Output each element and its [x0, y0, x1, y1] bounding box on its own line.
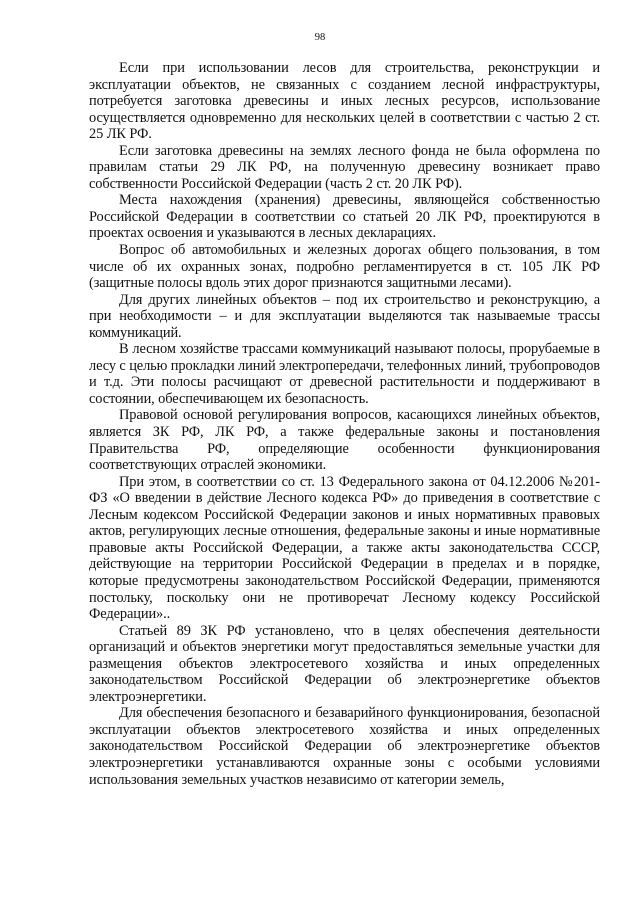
paragraph: Статьей 89 ЗК РФ установлено, что в целях обеспечения деятельности организаций и объектов энергетики могут предоставляться земельные участки для размещения объектов электросетевого хозяйства и иных определенных законодательством Российской Федерации об электроэнергетике объектов электроэнергетики.	[89, 622, 600, 705]
body-text	[89, 60, 600, 788]
paragraph: Места нахождения (хранения) древесины, являющейся собственностью Российской Федерации в соответствии со статьей 20 ЛК РФ, проектируются в проектах освоения и указываются в лесных декларациях.	[89, 192, 600, 242]
paragraph: Вопрос об автомобильных и железных дорогах общего пользования, в том числе об их охранных зонах, подробно регламентируется в ст. 105 ЛК РФ (защитные полосы вдоль этих дорог признаются защитными лесами).	[89, 242, 600, 292]
paragraph: Для других линейных объектов – под их строительство и реконструкцию, а при необходимости – и для эксплуатации выделяются так называемые трассы коммуникаций.	[89, 291, 600, 341]
paragraph: Для обеспечения безопасного и безаварийного функционирования, безопасной эксплуатации объектов электросетевого хозяйства и иных определенных законодательством Российской Федерации об электроэнергетике объектов электроэнергетики устанавливаются охранные зоны с особыми условиями использования земельных участков независимо от категории земель,	[89, 705, 600, 788]
paragraph: При этом, в соответствии со ст. 13 Федерального закона от 04.12.2006 №201-ФЗ «О введении в действие Лесного кодекса РФ» до приведения в соответствие с Лесным кодексом Российской Федерации законов и иных нормативных правовых актов, регулирующих лесные отношения, федеральные законы и иные нормативные правовые акты Российской Федерации, а также акты законодательства СССР, действующие на территории Российской Федерации в пределах и в порядке, которые предусмотрены законодательством Российской Федерации, применяются постольку, поскольку они не противоречат Лесному кодексу Российской Федерации»..	[89, 473, 600, 623]
paragraph: Если заготовка древесины на землях лесного фонда не была оформлена по правилам статьи 29 ЛК РФ, на полученную древесину возникает право собственности Российской Федерации (часть 2 ст. 20 ЛК РФ).	[89, 142, 600, 192]
paragraph: В лесном хозяйстве трассами коммуникаций называют полосы, прорубаемые в лесу с целью прокладки линий электропередачи, телефонных линий, трубопроводов и т.д. Эти полосы расчищают от древесной растительности и поддерживают в состоянии, обеспечивающем их безопасность.	[89, 341, 600, 407]
paragraph: Если при использовании лесов для строительства, реконструкции и эксплуатации объектов, не связанных с созданием лесной инфраструктуры, потребуется заготовка древесины и иных лесных ресурсов, использование осуществляется одновременно для нескольких целей в соответствии с частью 2 ст. 25 ЛК РФ.	[89, 60, 600, 143]
page-number: 98	[314, 32, 326, 43]
paragraph: Правовой основой регулирования вопросов, касающихся линейных объектов, является ЗК РФ, ЛК РФ, а также федеральные законы и постановления Правительства РФ, определяющие особенности функционирования соответствующих отраслей экономики.	[89, 407, 600, 474]
